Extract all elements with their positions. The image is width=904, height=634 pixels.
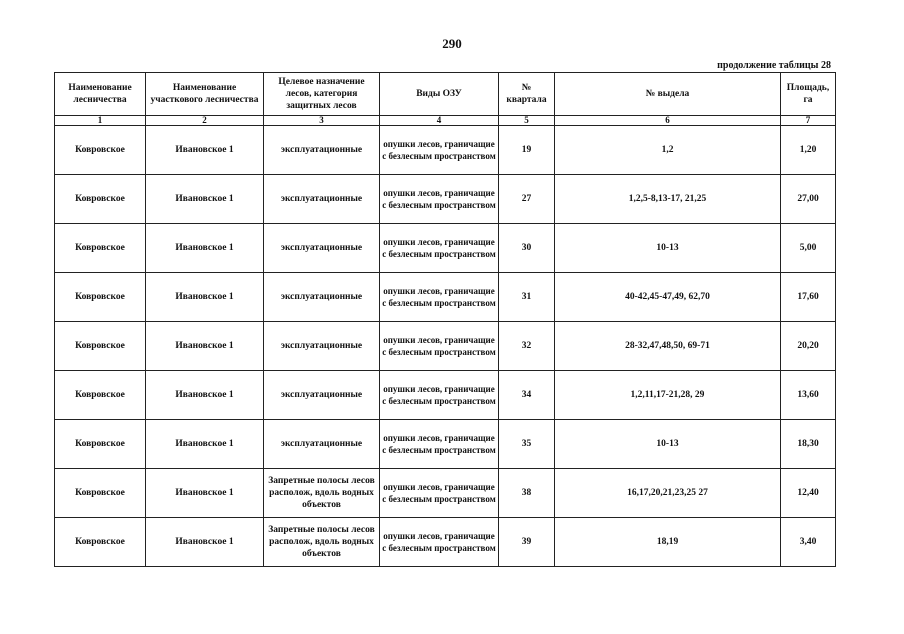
quarter-cell: 39 [499,518,555,567]
district-cell: Ивановское 1 [146,469,264,518]
ozu-type-cell: опушки лесов, граничащие с безлесным пространством [380,420,499,469]
header-cell: № квартала [499,73,555,116]
header-cell: Наименование лесничества [55,73,146,116]
allotment-cell: 10-13 [555,420,781,469]
table-body [55,126,836,567]
district-cell: Ивановское 1 [146,322,264,371]
district-cell: Ивановское 1 [146,175,264,224]
forestry-cell: Ковровское [55,518,146,567]
ozu-type-cell: опушки лесов, граничащие с безлесным пространством [380,469,499,518]
ozu-type-cell: опушки лесов, граничащие с безлесным пространством [380,126,499,175]
quarter-cell: 34 [499,371,555,420]
forest-table [54,72,836,567]
district-cell: Ивановское 1 [146,224,264,273]
purpose-cell: Запретные полосы лесов располож, вдоль водных объектов [264,469,380,518]
column-number: 6 [555,116,781,126]
forestry-cell: Ковровское [55,469,146,518]
header-cell: Площадь, га [781,73,836,116]
forestry-cell: Ковровское [55,322,146,371]
table-row [55,469,836,518]
forestry-cell: Ковровское [55,224,146,273]
area-cell: 27,00 [781,175,836,224]
area-cell: 1,20 [781,126,836,175]
table-row [55,518,836,567]
allotment-cell: 1,2 [555,126,781,175]
table-row [55,322,836,371]
ozu-type-cell: опушки лесов, граничащие с безлесным пространством [380,322,499,371]
purpose-cell: эксплуатационные [264,371,380,420]
purpose-cell: Запретные полосы лесов располож, вдоль водных объектов [264,518,380,567]
column-number: 4 [380,116,499,126]
page-number: 290 [442,36,462,51]
allotment-cell: 16,17,20,21,23,25 27 [555,469,781,518]
header-cell: Целевое назначение лесов, категория защитных лесов [264,73,380,116]
quarter-cell: 38 [499,469,555,518]
table-row [55,371,836,420]
table-row [55,273,836,322]
header-cell: Наименование участкового лесничества [146,73,264,116]
table-row [55,420,836,469]
district-cell: Ивановское 1 [146,371,264,420]
column-number-row [55,116,836,126]
forestry-cell: Ковровское [55,371,146,420]
area-cell: 5,00 [781,224,836,273]
column-number: 2 [146,116,264,126]
forestry-cell: Ковровское [55,273,146,322]
district-cell: Ивановское 1 [146,273,264,322]
purpose-cell: эксплуатационные [264,224,380,273]
purpose-cell: эксплуатационные [264,322,380,371]
column-number: 5 [499,116,555,126]
area-cell: 20,20 [781,322,836,371]
header-cell: № выдела [555,73,781,116]
area-cell: 12,40 [781,469,836,518]
allotment-cell: 18,19 [555,518,781,567]
column-number: 7 [781,116,836,126]
quarter-cell: 27 [499,175,555,224]
quarter-cell: 19 [499,126,555,175]
purpose-cell: эксплуатационные [264,420,380,469]
quarter-cell: 30 [499,224,555,273]
quarter-cell: 32 [499,322,555,371]
forestry-cell: Ковровское [55,420,146,469]
area-cell: 3,40 [781,518,836,567]
district-cell: Ивановское 1 [146,420,264,469]
table-row [55,175,836,224]
forestry-cell: Ковровское [55,175,146,224]
allotment-cell: 28-32,47,48,50, 69-71 [555,322,781,371]
table-continuation-label: продолжение таблицы 28 [717,60,831,71]
district-cell: Ивановское 1 [146,518,264,567]
header-row [55,73,836,116]
ozu-type-cell: опушки лесов, граничащие с безлесным пространством [380,224,499,273]
ozu-type-cell: опушки лесов, граничащие с безлесным пространством [380,518,499,567]
purpose-cell: эксплуатационные [264,126,380,175]
purpose-cell: эксплуатационные [264,273,380,322]
district-cell: Ивановское 1 [146,126,264,175]
allotment-cell: 10-13 [555,224,781,273]
purpose-cell: эксплуатационные [264,175,380,224]
allotment-cell: 1,2,11,17-21,28, 29 [555,371,781,420]
table-row [55,224,836,273]
area-cell: 18,30 [781,420,836,469]
column-number: 3 [264,116,380,126]
table-row [55,126,836,175]
column-number: 1 [55,116,146,126]
quarter-cell: 35 [499,420,555,469]
quarter-cell: 31 [499,273,555,322]
forestry-cell: Ковровское [55,126,146,175]
ozu-type-cell: опушки лесов, граничащие с безлесным пространством [380,371,499,420]
ozu-type-cell: опушки лесов, граничащие с безлесным пространством [380,175,499,224]
ozu-type-cell: опушки лесов, граничащие с безлесным пространством [380,273,499,322]
area-cell: 13,60 [781,371,836,420]
header-cell: Виды ОЗУ [380,73,499,116]
allotment-cell: 40-42,45-47,49, 62,70 [555,273,781,322]
area-cell: 17,60 [781,273,836,322]
allotment-cell: 1,2,5-8,13-17, 21,25 [555,175,781,224]
